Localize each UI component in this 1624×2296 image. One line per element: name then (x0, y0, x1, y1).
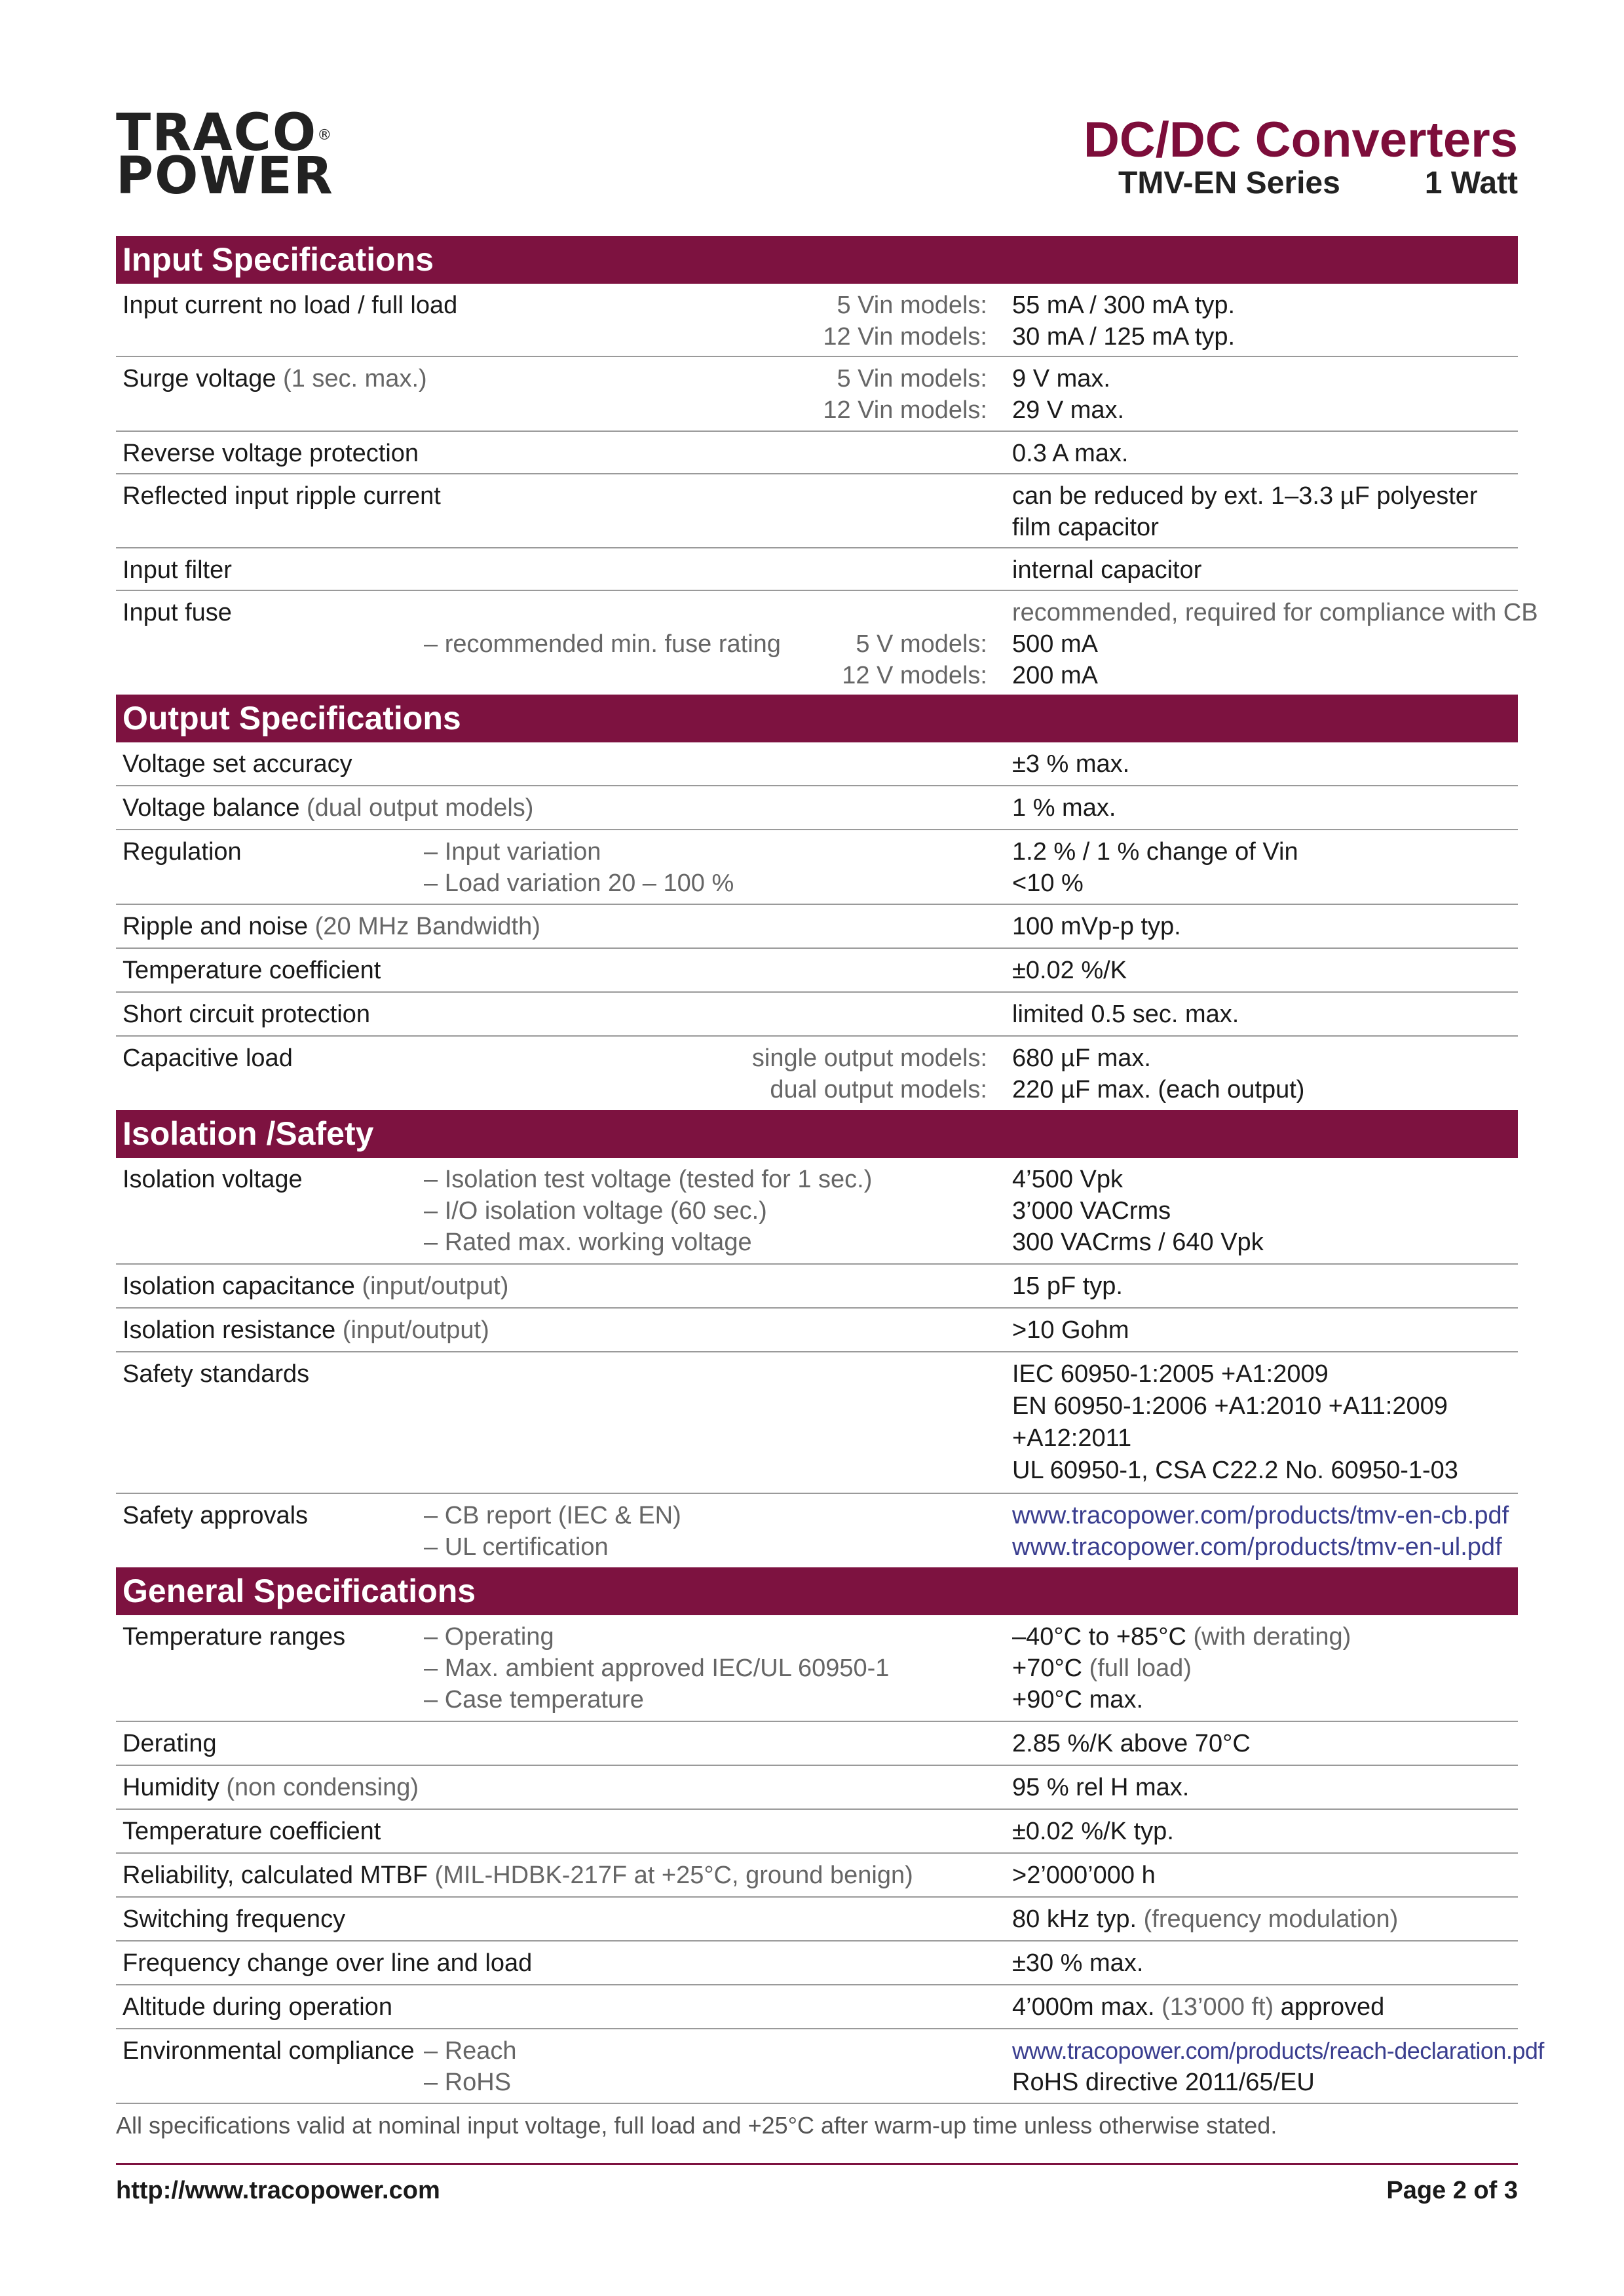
spec-label: Environmental compliance (123, 2037, 415, 2065)
spec-label: Safety approvals (123, 1502, 309, 1529)
spec-label: Altitude during operation (123, 1993, 392, 2021)
spec-label: Frequency change over line and load (123, 1949, 533, 1977)
spec-value: ±30 % max. (1012, 1949, 1144, 1977)
spec-row (116, 830, 1518, 905)
spec-label: Temperature ranges (123, 1623, 346, 1651)
cb-report-link[interactable]: www.tracopower.com/products/tmv-en-cb.pdf (1012, 1502, 1509, 1529)
spec-label: Ripple and noise (20 MHz Bandwidth) (123, 913, 540, 940)
spec-row (116, 1942, 1518, 1985)
spec-label: Input current no load / full load (123, 292, 458, 319)
spec-row (116, 1722, 1518, 1766)
page-footer (116, 2165, 1518, 2211)
spec-sub: – Reach – RoHS (424, 2037, 517, 2096)
tracopower-logo (116, 104, 334, 206)
spec-value: 4’000m max. (13’000 ft) approved (1012, 1993, 1385, 2021)
spec-row (116, 1309, 1518, 1352)
spec-label: Voltage balance (dual output models) (123, 794, 534, 822)
spec-label: Reverse voltage protection (123, 440, 419, 467)
spec-label: Switching frequency (123, 1905, 346, 1933)
spec-label: Temperature coefficient (123, 957, 381, 984)
spec-row (116, 742, 1518, 786)
spec-value: 0.3 A max. (1012, 440, 1129, 467)
spec-row (116, 474, 1518, 548)
page-header (116, 104, 1518, 236)
logo-line2: POWER (116, 147, 334, 206)
spec-label: Short circuit protection (123, 1001, 371, 1028)
spec-label: Reflected input ripple current (123, 482, 441, 510)
spec-value: 1 % max. (1012, 794, 1116, 822)
spec-row (116, 2029, 1544, 2103)
spec-label: Isolation capacitance (input/output) (123, 1272, 509, 1300)
page-number: Page 2 of 3 (1386, 2177, 1518, 2204)
spec-row (116, 1037, 1518, 1110)
spec-label: Voltage set accuracy (123, 750, 352, 778)
spec-sub: – Isolation test voltage (tested for 1 sec.) – I/O isolation voltage (60 sec.) – Rated max. working voltage (424, 1166, 873, 1256)
series-name: TMV-EN Series (1118, 166, 1340, 201)
spec-value: IEC 60950-1:2005 +A1:2009 EN 60950-1:2006 +A1:2010 +A11:2009 +A12:2011 UL 60950-1, CSA C22.2 No. 60950-1-03 (1012, 1360, 1458, 1484)
spec-value: 95 % rel H max. (1012, 1774, 1190, 1801)
spec-value: internal capacitor (1012, 556, 1202, 584)
spec-value: 680 µF max. 220 µF max. (each output) (1012, 1044, 1305, 1103)
logo-line1: TRACO (116, 104, 318, 163)
spec-value: >2’000’000 h (1012, 1862, 1156, 1889)
spec-row (116, 1810, 1518, 1854)
spec-row (116, 786, 1518, 830)
document-title: DC/DC Converters (1083, 112, 1518, 168)
spec-label: Isolation resistance (input/output) (123, 1316, 489, 1344)
spec-value: ±0.02 %/K (1012, 957, 1127, 984)
section-input-title: Input Specifications (116, 236, 1518, 284)
spec-value: www.tracopower.com/products/reach-declaration.pdf RoHS directive 2011/65/EU (1012, 2035, 1517, 2098)
spec-value-links (1012, 1500, 1517, 1563)
spec-value: 100 mVp-p typ. (1012, 913, 1181, 940)
footnote: All specifications valid at nominal input voltage, full load and +25°C after warm-up time unless otherwise stated. (116, 2103, 1518, 2151)
spec-sub: – CB report (IEC & EN) – UL certification (424, 1502, 681, 1561)
section-general-title: General Specifications (116, 1567, 1518, 1615)
spec-label: Temperature coefficient (123, 1818, 381, 1845)
spec-value: 15 pF typ. (1012, 1272, 1123, 1300)
spec-value: 80 kHz typ. (frequency modulation) (1012, 1905, 1399, 1933)
spec-value: >10 Gohm (1012, 1316, 1129, 1344)
spec-row (116, 357, 1518, 432)
logo-registered-mark: ® (317, 127, 333, 144)
spec-row (116, 1615, 1518, 1722)
spec-condition: 5 Vin models: 12 Vin models: (823, 292, 987, 351)
spec-value: can be reduced by ext. 1–3.3 µF polyester film capacitor (1012, 482, 1478, 541)
spec-row (116, 1494, 1518, 1567)
ul-certification-link[interactable]: www.tracopower.com/products/tmv-en-ul.pdf (1012, 1533, 1502, 1561)
spec-row (116, 1352, 1518, 1494)
website-link[interactable]: http://www.tracopower.com (116, 2177, 440, 2204)
spec-label: Safety standards (123, 1360, 310, 1388)
spec-value: ±0.02 %/K typ. (1012, 1818, 1174, 1845)
spec-row (116, 993, 1518, 1037)
spec-label: Capacitive load (123, 1044, 293, 1072)
spec-label: Input filter (123, 556, 232, 584)
power-rating: 1 Watt (1424, 166, 1518, 201)
section-output-title: Output Specifications (116, 695, 1518, 742)
spec-sub: – recommended min. fuse rating (424, 630, 781, 658)
spec-value: –40°C to +85°C (with derating) +70°C (full load) +90°C max. (1012, 1623, 1351, 1713)
spec-row (116, 1766, 1518, 1810)
spec-label: Surge voltage (1 sec. max.) (123, 365, 427, 392)
spec-row (116, 1985, 1518, 2029)
spec-value: 9 V max. 29 V max. (1012, 365, 1125, 424)
spec-condition: single output models: dual output models: (751, 1044, 987, 1103)
datasheet-page (116, 104, 1544, 2211)
spec-value: ±3 % max. (1012, 750, 1130, 778)
spec-row (116, 1854, 1518, 1898)
section-isolation-title: Isolation /Safety (116, 1110, 1518, 1158)
spec-sub: – Operating – Max. ambient approved IEC/UL 60950-1 – Case temperature (424, 1623, 890, 1713)
spec-value: limited 0.5 sec. max. (1012, 1001, 1239, 1028)
spec-label: Regulation (123, 838, 242, 866)
spec-row (116, 1898, 1518, 1942)
spec-row (116, 949, 1518, 993)
spec-condition: 5 Vin models: 12 Vin models: (823, 365, 987, 424)
spec-condition: 5 V models: 12 V models: (842, 630, 987, 689)
spec-value: 2.85 %/K above 70°C (1012, 1730, 1251, 1757)
spec-label: Input fuse (123, 599, 232, 626)
spec-row (116, 284, 1518, 357)
spec-row (116, 1265, 1518, 1309)
spec-label: Humidity (non condensing) (123, 1774, 419, 1801)
spec-label: Derating (123, 1730, 217, 1757)
spec-row (116, 591, 1538, 695)
spec-value: 1.2 % / 1 % change of Vin <10 % (1012, 838, 1298, 897)
reach-declaration-link[interactable]: www.tracopower.com/products/reach-declaration.pdf (1012, 2037, 1544, 2064)
spec-value: recommended, required for compliance with CB 500 mA 200 mA (1012, 599, 1538, 689)
spec-label: Reliability, calculated MTBF (MIL-HDBK-217F at +25°C, ground benign) (123, 1862, 913, 1889)
spec-row (116, 548, 1518, 591)
spec-row (116, 432, 1518, 474)
spec-row (116, 905, 1518, 949)
spec-row (116, 1158, 1518, 1265)
spec-value: 55 mA / 300 mA typ. 30 mA / 125 mA typ. (1012, 292, 1236, 351)
spec-value: 4’500 Vpk 3’000 VACrms 300 VACrms / 640 Vpk (1012, 1166, 1264, 1256)
spec-label: Isolation voltage (123, 1166, 303, 1193)
spec-sub: – Input variation – Load variation 20 – 100 % (424, 838, 734, 897)
